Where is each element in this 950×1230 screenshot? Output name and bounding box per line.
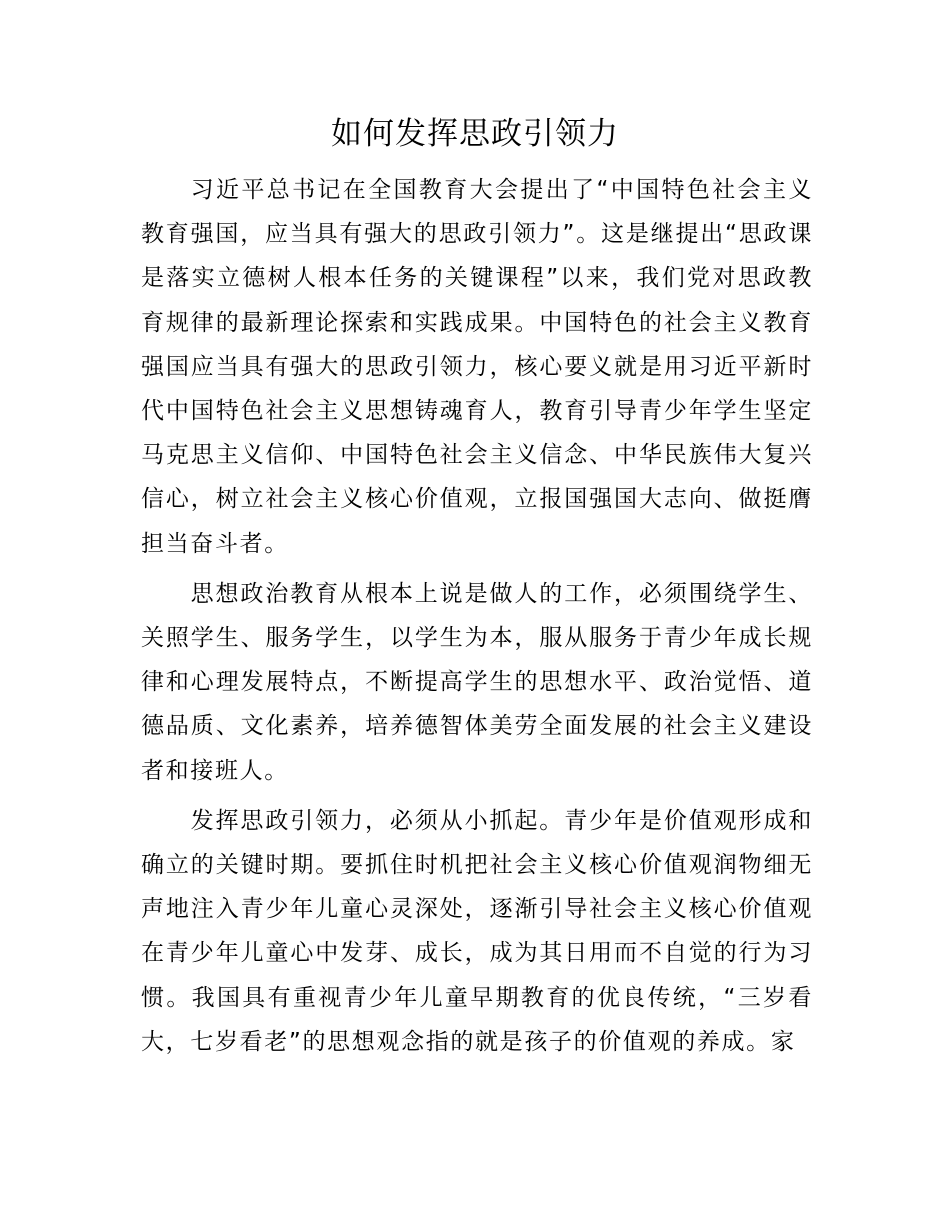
paragraph-2: 思想政治教育从根本上说是做人的工作，必须围绕学生、关照学生、服务学生，以学生为本，服从服务于青少年成长规律和心理发展特点，不断提高学生的思想水平、政治觉悟、道德品质、文化素养，培养德智体美劳全面发展的社会主义建设者和接班人。 bbox=[141, 580, 813, 784]
document-title: 如何发挥思政引领力 bbox=[331, 116, 619, 152]
document-body bbox=[141, 168, 813, 1070]
paragraph-3: 发挥思政引领力，必须从小抓起。青少年是价值观形成和确立的关键时期。要抓住时机把社会主义核心价值观润物细无声地注入青少年儿童心灵深处，逐渐引导社会主义核心价值观在青少年儿童心中发芽、成长，成为其日用而不自觉的行为习惯。我国具有重视青少年儿童早期教育的优良传统，“三岁看大，七岁看老”的思想观念指的就是孩子的价值观的养成。家 bbox=[141, 807, 813, 1055]
paragraph-1: 习近平总书记在全国教育大会提出了“中国特色社会主义教育强国，应当具有强大的思政引领力”。这是继提出“思政课是落实立德树人根本任务的关键课程”以来，我们党对思政教育规律的最新理论探索和实践成果。中国特色的社会主义教育强国应当具有强大的思政引领力，核心要义就是用习近平新时代中国特色社会主义思想铸魂育人，教育引导青少年学生坚定马克思主义信仰、中国特色社会主义信念、中华民族伟大复兴信心，树立社会主义核心价值观，立报国强国大志向、做挺膺担当奋斗者。 bbox=[141, 177, 813, 557]
